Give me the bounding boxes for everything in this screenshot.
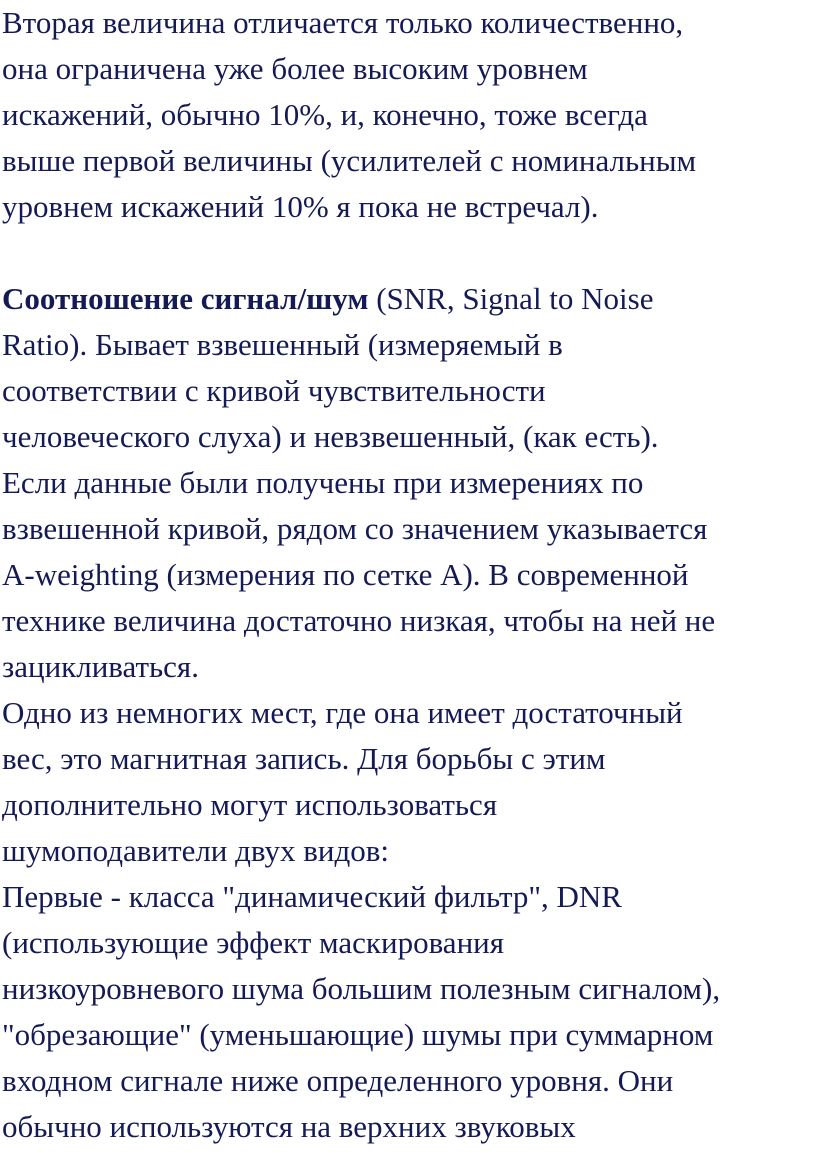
text-line: низкоуровневого шума большим полезным сигналом), <box>2 971 721 1006</box>
text-line: она ограничена уже более высоким уровнем <box>2 51 588 86</box>
text-line: уровнем искажений 10% я пока не встречал). <box>2 189 599 224</box>
text-line: технике величина достаточно низкая, чтобы на ней не <box>2 603 716 638</box>
paragraph-snr <box>2 276 814 1150</box>
text-line: соответствии с кривой чувствительности <box>2 373 546 408</box>
text-line: зацикливаться. <box>2 649 199 684</box>
text-line: взвешенной кривой, рядом со значением указывается <box>2 511 708 546</box>
document-page <box>2 0 814 1150</box>
text-line: человеческого слуха) и невзвешенный, (как есть). <box>2 419 659 454</box>
text-line: дополнительно могут использоваться <box>2 787 498 822</box>
text-line: Одно из немногих мест, где она имеет достаточный <box>2 695 683 730</box>
text-line: искажений, обычно 10%, и, конечно, тоже всегда <box>2 97 648 132</box>
text-line: "обрезающие" (уменьшающие) шумы при суммарном <box>2 1017 714 1052</box>
heading-line <box>2 276 814 322</box>
text-line: обычно используются на верхних звуковых <box>2 1109 576 1144</box>
text-line: Ratio). Бывает взвешенный (измеряемый в <box>2 327 563 362</box>
text-line: выше первой величины (усилителей с номинальным <box>2 143 697 178</box>
text-line: шумоподавители двух видов: <box>2 833 390 868</box>
text-line: Вторая величина отличается только количественно, <box>2 5 684 40</box>
text-line: Если данные были получены при измерениях по <box>2 465 644 500</box>
text-line: A-weighting (измерения по сетке А). В современной <box>2 557 689 592</box>
text-line: вес, это магнитная запись. Для борьбы с этим <box>2 741 606 776</box>
text-line: (использующие эффект маскирования <box>2 925 505 960</box>
snr-heading: Соотношение сигнал/шум <box>2 281 369 316</box>
text-line: Первые - класса "динамический фильтр", DNR <box>2 879 622 914</box>
paragraph-spacer <box>2 230 814 276</box>
snr-heading-rest: (SNR, Signal to Noise <box>368 281 654 316</box>
text-line: входном сигнале ниже определенного уровня. Они <box>2 1063 674 1098</box>
paragraph-distortion <box>2 0 814 230</box>
